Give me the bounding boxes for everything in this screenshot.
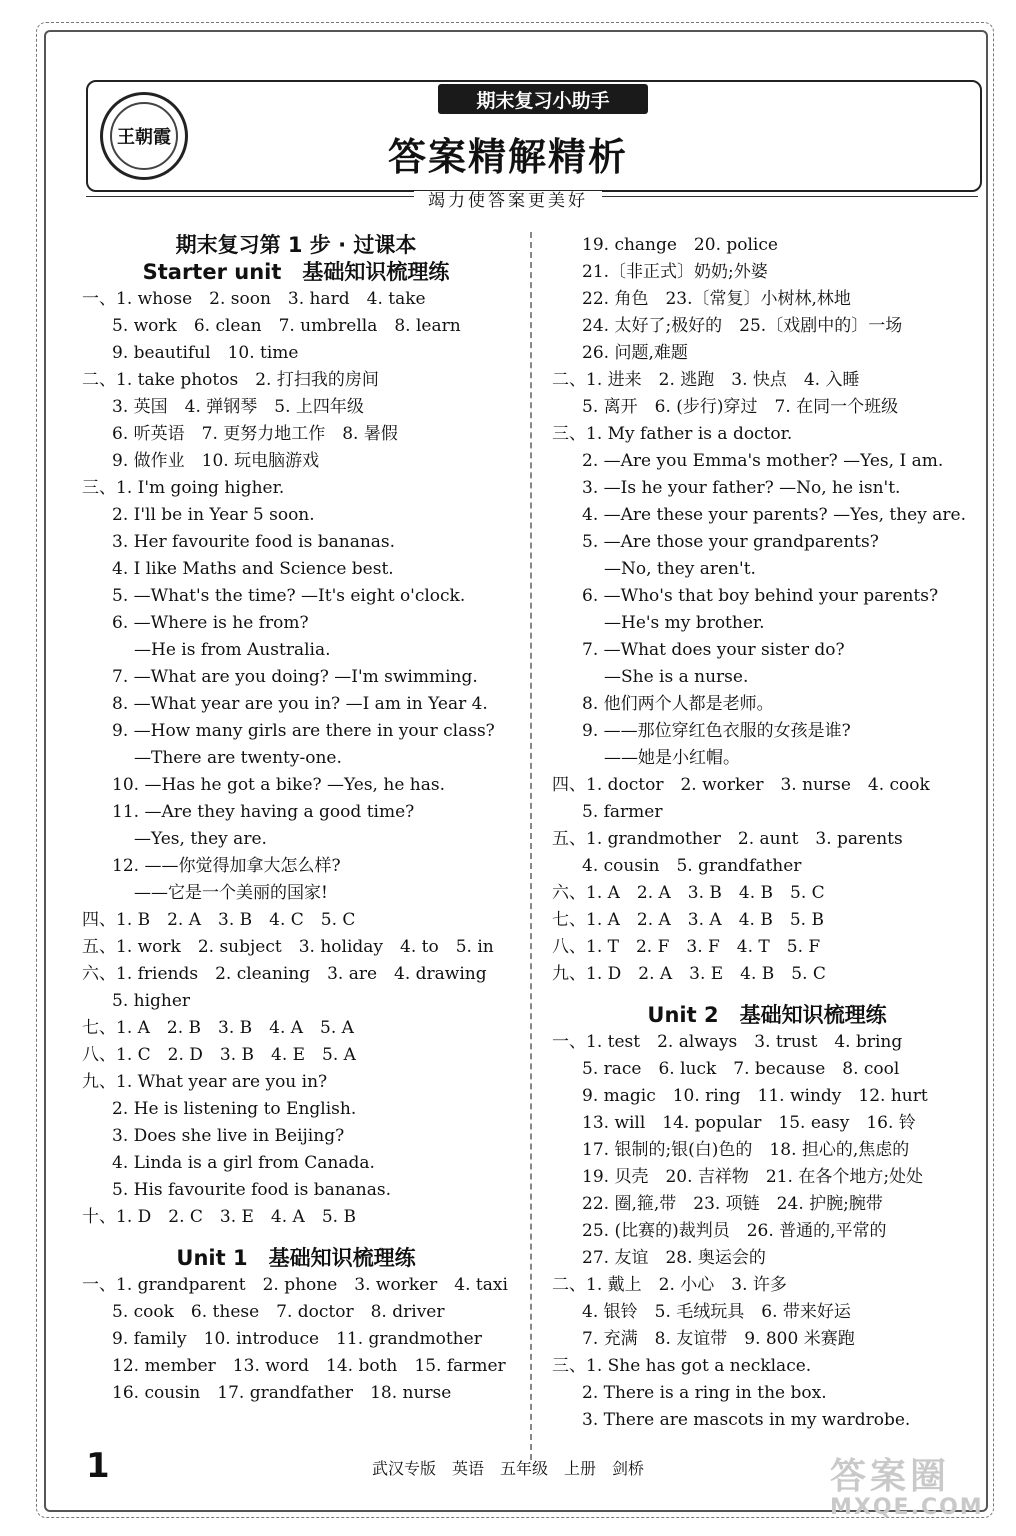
answer-line: 21.〔非正式〕奶奶;外婆 [582, 262, 768, 282]
answer-line: 6. —Where is he from? [112, 613, 309, 633]
answer-line: —No, they aren't. [604, 559, 756, 579]
answer-line: 8. 他们两个人都是老师。 [582, 694, 774, 714]
answer-line: 9. family 10. introduce 11. grandmother [112, 1329, 482, 1349]
answer-line: 2. I'll be in Year 5 soon. [112, 505, 315, 525]
answer-line: 2. —Are you Emma's mother? —Yes, I am. [582, 451, 944, 471]
answer-line: 5. —What's the time? —It's eight o'clock. [112, 586, 466, 606]
answer-line: 12. ——你觉得加拿大怎么样? [112, 856, 341, 876]
answer-line: 二、1. 进来 2. 逃跑 3. 快点 4. 入睡 [552, 370, 860, 390]
answer-line: 4. I like Maths and Science best. [112, 559, 394, 579]
answer-line: 3. Her favourite food is bananas. [112, 532, 396, 552]
answer-line: 5. higher [112, 991, 191, 1011]
answer-line: 十、1. D 2. C 3. E 4. A 5. B [82, 1207, 356, 1227]
answer-line: 8. —What year are you in? —I am in Year 4. [112, 694, 488, 714]
answer-line: 4. Linda is a girl from Canada. [112, 1153, 375, 1173]
answer-line: 26. 问题,难题 [582, 343, 688, 363]
slogan-text: 竭力使答案更美好 [414, 191, 602, 211]
answer-line: 4. 银铃 5. 毛绒玩具 6. 带来好运 [582, 1302, 851, 1322]
answer-line: 2. He is listening to English. [112, 1099, 357, 1119]
answer-line: 一、1. grandparent 2. phone 3. worker 4. taxi [82, 1275, 508, 1295]
left-column [82, 232, 510, 1407]
answer-line: 3. There are mascots in my wardrobe. [582, 1410, 911, 1430]
answer-line: 9. —How many girls are there in your class? [112, 721, 495, 741]
answer-line: 九、1. What year are you in? [82, 1072, 328, 1092]
answer-line: 16. cousin 17. grandfather 18. nurse [112, 1383, 452, 1403]
answer-line: 二、1. 戴上 2. 小心 3. 许多 [552, 1275, 787, 1295]
footer-info: 武汉专版 英语 五年级 上册 剑桥 [371, 1459, 644, 1478]
answer-line: —She is a nurse. [604, 667, 749, 687]
answer-line: 一、1. whose 2. soon 3. hard 4. take [82, 289, 426, 309]
answer-line: 三、1. My father is a doctor. [552, 424, 793, 444]
answer-line: 五、1. grandmother 2. aunt 3. parents [552, 829, 903, 849]
answer-line: 9. magic 10. ring 11. windy 12. hurt [582, 1086, 928, 1106]
answer-line: ——她是小红帽。 [604, 748, 740, 768]
answer-line: 5. —Are those your grandparents? [582, 532, 879, 552]
answer-line: 3. Does she live in Beijing? [112, 1126, 345, 1146]
answer-line: 3. 英国 4. 弹钢琴 5. 上四年级 [112, 397, 364, 417]
watermark-logo: 答案圈 [830, 1456, 951, 1497]
answer-line: 27. 友谊 28. 奥运会的 [582, 1248, 766, 1268]
answer-line: 九、1. D 2. A 3. E 4. B 5. C [552, 964, 826, 984]
answer-line: 22. 角色 23.〔常复〕小树林,林地 [582, 289, 851, 309]
watermark [830, 1448, 984, 1520]
section-title: 期末复习第 1 步 · 过课本 [175, 233, 417, 257]
answer-line: 9. ——那位穿红色衣服的女孩是谁? [582, 721, 851, 741]
slogan [0, 186, 1016, 211]
answer-line: 3. —Is he your father? —No, he isn't. [582, 478, 901, 498]
answer-line: 9. 做作业 10. 玩电脑游戏 [112, 451, 320, 471]
answer-line: 6. 听英语 7. 更努力地工作 8. 暑假 [112, 424, 398, 444]
answer-line: 三、1. She has got a necklace. [552, 1356, 812, 1376]
answer-line: 5. farmer [582, 802, 663, 822]
answer-line: 七、1. A 2. A 3. A 4. B 5. B [552, 910, 824, 930]
answer-line: 25. (比赛的)裁判员 26. 普通的,平常的 [582, 1221, 887, 1241]
answer-line: 三、1. I'm going higher. [82, 478, 285, 498]
answer-line: 5. race 6. luck 7. because 8. cool [582, 1059, 900, 1079]
answer-line: 5. 离开 6. (步行)穿过 7. 在同一个班级 [582, 397, 899, 417]
answer-line: 12. member 13. word 14. both 15. farmer [112, 1356, 506, 1376]
answer-line: 17. 银制的;银(白)色的 18. 担心的,焦虑的 [582, 1140, 910, 1160]
answer-line: 4. —Are these your parents? —Yes, they are. [582, 505, 966, 525]
answer-line: 四、1. doctor 2. worker 3. nurse 4. cook [552, 775, 930, 795]
answer-line: 5. His favourite food is bananas. [112, 1180, 392, 1200]
answer-line: —He is from Australia. [134, 640, 331, 660]
header-badge: 期末复习小助手 [438, 84, 648, 114]
answer-line: 2. There is a ring in the box. [582, 1383, 827, 1403]
answer-line: 19. change 20. police [582, 235, 778, 255]
logo-text: 王朝霞 [110, 102, 178, 170]
answer-line: 二、1. take photos 2. 打扫我的房间 [82, 370, 379, 390]
answer-line: 11. —Are they having a good time? [112, 802, 415, 822]
answer-line: 六、1. A 2. A 3. B 4. B 5. C [552, 883, 825, 903]
watermark-url: MXQE.COM [830, 1495, 984, 1520]
section-title: Unit 2 基础知识梳理练 [647, 1003, 887, 1027]
answer-line: 四、1. B 2. A 3. B 4. C 5. C [82, 910, 356, 930]
answer-line: 八、1. C 2. D 3. B 4. E 5. A [82, 1045, 356, 1065]
answer-line: 9. beautiful 10. time [112, 343, 299, 363]
answer-line: 24. 太好了;极好的 25.〔戏剧中的〕一场 [582, 316, 903, 336]
answer-line: 八、1. T 2. F 3. F 4. T 5. F [552, 937, 821, 957]
page-number: 1 [86, 1446, 110, 1486]
answer-line: —Yes, they are. [134, 829, 267, 849]
answer-line: —There are twenty-one. [134, 748, 342, 768]
answer-line: 五、1. work 2. subject 3. holiday 4. to 5. in [82, 937, 494, 957]
answer-line: 19. 贝壳 20. 吉祥物 21. 在各个地方;处处 [582, 1167, 924, 1187]
column-divider [530, 232, 532, 1460]
answer-line: 7. —What does your sister do? [582, 640, 845, 660]
answer-line: 六、1. friends 2. cleaning 3. are 4. drawing [82, 964, 487, 984]
answer-line: 5. cook 6. these 7. doctor 8. driver [112, 1302, 445, 1322]
answer-line: 七、1. A 2. B 3. B 4. A 5. A [82, 1018, 354, 1038]
answer-line: 5. work 6. clean 7. umbrella 8. learn [112, 316, 461, 336]
page-title: 答案精解精析 [387, 135, 628, 179]
answer-line: 7. 充满 8. 友谊带 9. 800 米赛跑 [582, 1329, 855, 1349]
right-column [552, 232, 982, 1434]
answer-line: 13. will 14. popular 15. easy 16. 铃 [582, 1113, 916, 1133]
answer-line: —He's my brother. [604, 613, 765, 633]
answer-line: ——它是一个美丽的国家! [134, 883, 328, 903]
section-title: Starter unit 基础知识梳理练 [142, 260, 450, 284]
section-title: Unit 1 基础知识梳理练 [176, 1246, 416, 1270]
answer-line: 10. —Has he got a bike? —Yes, he has. [112, 775, 445, 795]
answer-line: 一、1. test 2. always 3. trust 4. bring [552, 1032, 903, 1052]
answer-line: 7. —What are you doing? —I'm swimming. [112, 667, 478, 687]
answer-line: 22. 圈,箍,带 23. 项链 24. 护腕;腕带 [582, 1194, 883, 1214]
answer-line: 4. cousin 5. grandfather [582, 856, 802, 876]
answer-line: 6. —Who's that boy behind your parents? [582, 586, 939, 606]
